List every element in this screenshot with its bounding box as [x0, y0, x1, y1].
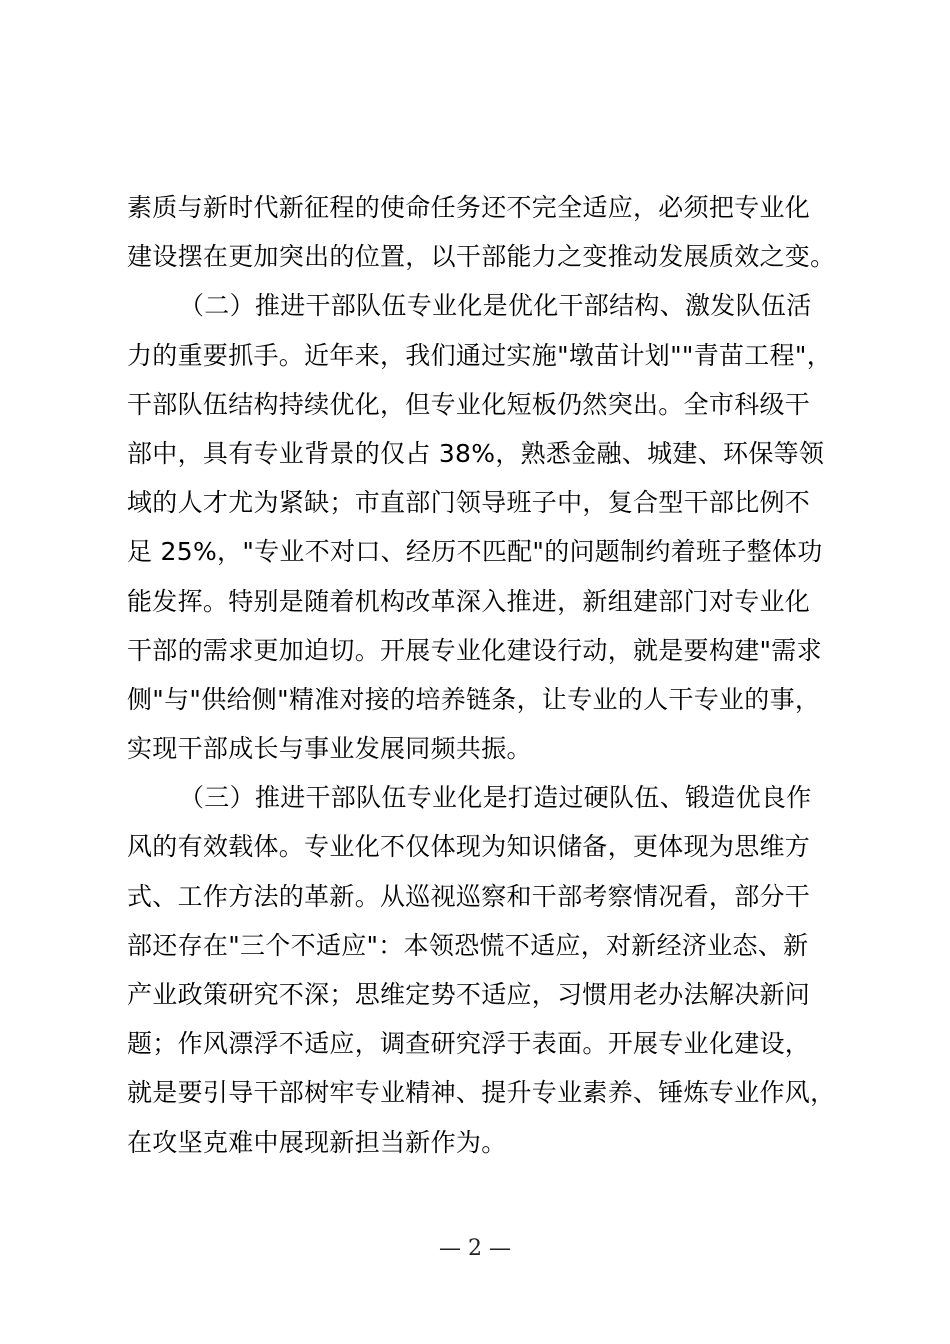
text-line: 干部的需求更加迫切。开展专业化建设行动，就是要构建"需求 [127, 635, 822, 665]
text-line: 部中，具有专业背景的仅占 38%，熟悉金融、城建、环保等领 [127, 438, 825, 468]
paragraph-2 [127, 281, 832, 773]
paragraph-1 [127, 183, 836, 281]
text-line: （三）推进干部队伍专业化是打造过硬队伍、锻造优良作 [179, 783, 812, 813]
text-line: 干部队伍结构持续优化，但专业化短板仍然突出。全市科级干 [127, 389, 811, 419]
text-line: 题；作风漂浮不适应，调查研究浮于表面。开展专业化建设， [127, 1029, 811, 1059]
text-line: 式、工作方法的革新。从巡视巡察和干部考察情况看，部分干 [127, 881, 811, 911]
text-line: 建设摆在更加突出的位置，以干部能力之变推动发展质效之变。 [127, 242, 836, 272]
text-line: 域的人才尤为紧缺；市直部门领导班子中，复合型干部比例不 [127, 488, 811, 518]
text-line: 就是要引导干部树牢专业精神、提升专业素养、锤炼专业作风， [127, 1078, 836, 1108]
text-line: 实现干部成长与事业发展同频共振。 [127, 734, 532, 764]
text-line: 部还存在"三个不适应"：本领恐慌不适应，对新经济业态、新 [127, 930, 809, 960]
text-line: 侧"与"供给侧"精准对接的培养链条，让专业的人干专业的事， [127, 684, 821, 714]
text-line: 足 25%，"专业不对口、经历不匹配"的问题制约着班子整体功 [127, 537, 823, 567]
text-line: 产业政策研究不深；思维定势不适应，习惯用老办法解决新问 [127, 980, 811, 1009]
text-line: 力的重要抓手。近年来，我们通过实施"墩苗计划""青苗工程"， [127, 340, 832, 370]
text-line: 素质与新时代新征程的使命任务还不完全适应，必须把专业化 [127, 193, 811, 222]
page-number: — 2 — [439, 1236, 511, 1261]
text-line: 能发挥。特别是随着机构改革深入推进，新组建部门对专业化 [127, 586, 811, 616]
paragraph-3 [127, 773, 836, 1167]
text-line: （二）推进干部队伍专业化是优化干部结构、激发队伍活 [179, 291, 812, 321]
document-body [127, 183, 836, 1167]
text-line: 在攻坚克难中展现新担当新作为。 [127, 1127, 507, 1157]
text-line: 风的有效载体。专业化不仅体现为知识储备，更体现为思维方 [127, 832, 811, 862]
